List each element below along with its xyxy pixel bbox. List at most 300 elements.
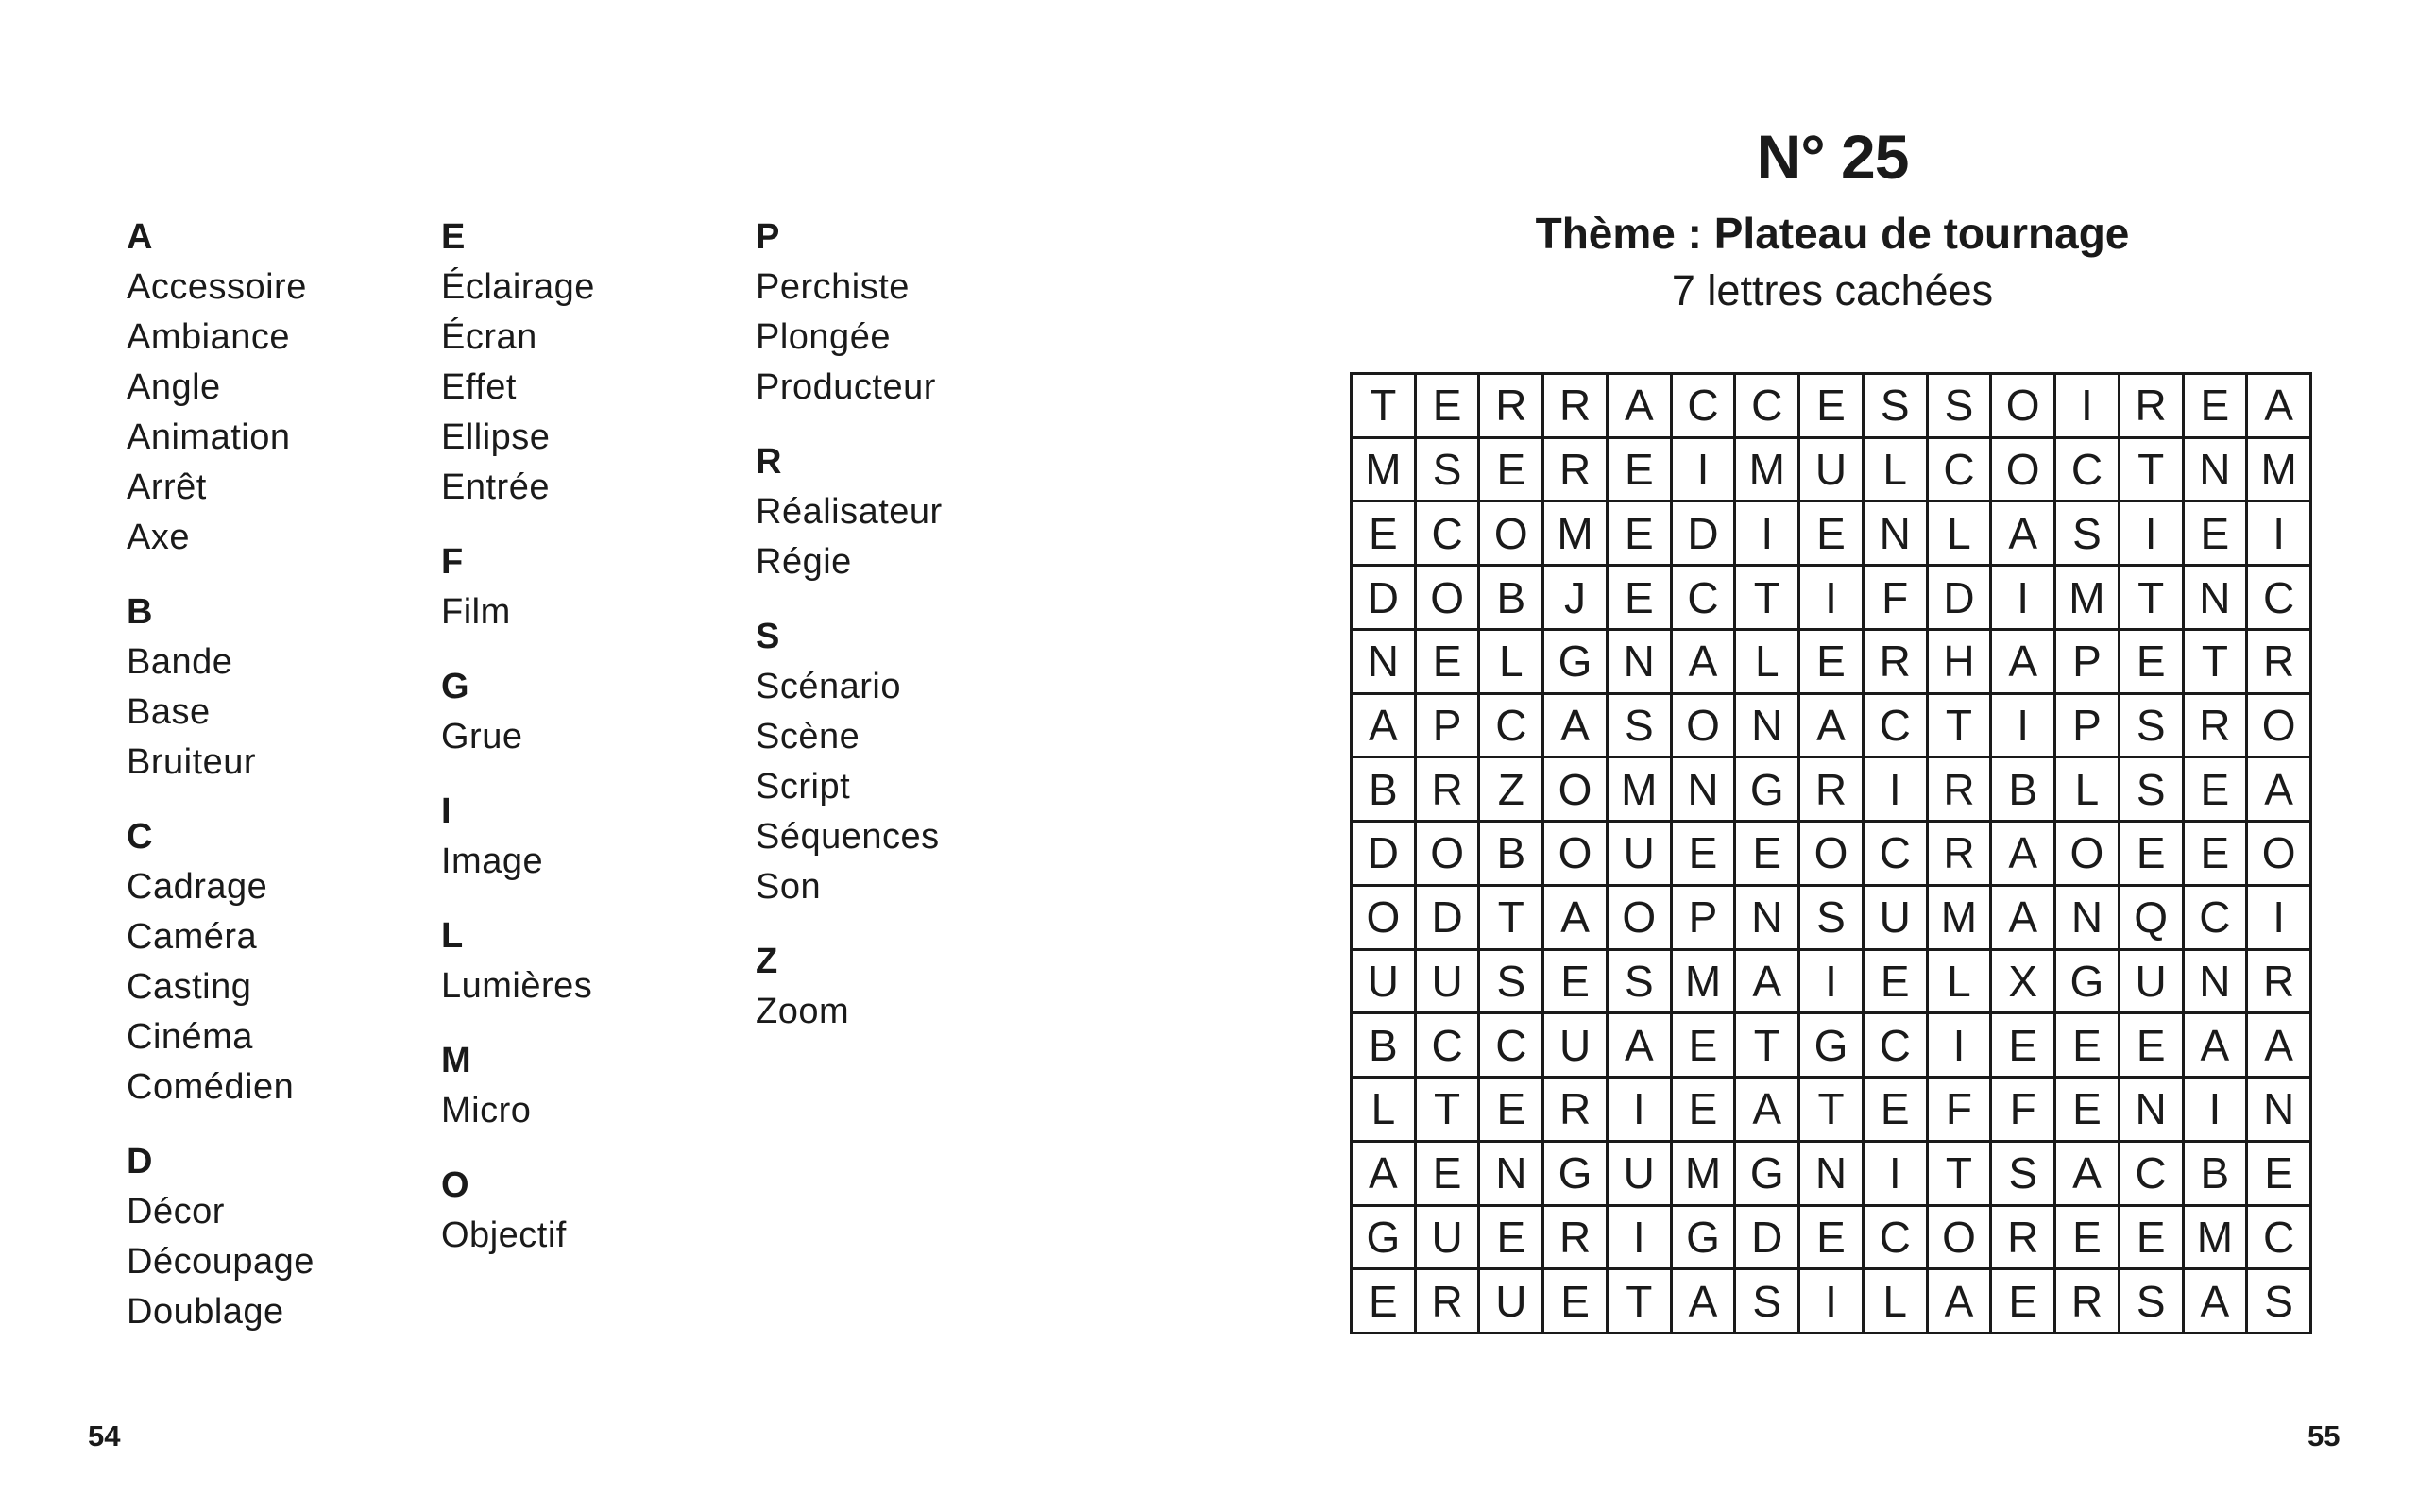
grid-cell[interactable]: H	[1929, 631, 1993, 695]
word-item: Cadrage	[127, 867, 268, 907]
word-column	[127, 212, 315, 1362]
grid-cell[interactable]: G	[1800, 1014, 1865, 1079]
grid-cell[interactable]: A	[1353, 695, 1417, 759]
letter-group	[127, 587, 315, 788]
grid-cell[interactable]: A	[2056, 1143, 2120, 1207]
grid-cell[interactable]: I	[1992, 695, 2056, 759]
grid-cell[interactable]: E	[2120, 631, 2185, 695]
grid-cell[interactable]: P	[2056, 695, 2120, 759]
grid-cell[interactable]: U	[1609, 1143, 1673, 1207]
grid-cell[interactable]: N	[2248, 1079, 2312, 1143]
grid-cell[interactable]: A	[1992, 631, 2056, 695]
grid-cell[interactable]: O	[1992, 375, 2056, 439]
word-item: Découpage	[127, 1242, 315, 1282]
grid-cell[interactable]: X	[1992, 951, 2056, 1015]
grid-cell[interactable]: E	[1609, 502, 1673, 567]
grid-cell[interactable]: L	[1865, 439, 1929, 503]
word-item: Axe	[127, 518, 190, 557]
grid-cell[interactable]: A	[1992, 502, 2056, 567]
word-item: Perchiste	[756, 267, 910, 307]
letter-group	[127, 812, 315, 1113]
grid-cell[interactable]: L	[1929, 502, 1993, 567]
puzzle-subtitle: 7 lettres cachées	[1671, 266, 1994, 314]
grid-cell[interactable]: T	[1417, 1079, 1481, 1143]
grid-cell[interactable]: I	[2056, 375, 2120, 439]
grid-cell[interactable]: M	[1929, 887, 1993, 951]
grid-cell[interactable]: I	[2185, 1079, 2249, 1143]
grid-cell[interactable]: A	[2185, 1270, 2249, 1334]
grid-cell[interactable]: N	[1609, 631, 1673, 695]
grid-cell[interactable]: E	[1480, 1207, 1544, 1271]
grid-cell[interactable]: E	[1992, 1014, 2056, 1079]
grid-cell[interactable]: M	[1544, 502, 1609, 567]
grid-cell[interactable]: A	[1992, 823, 2056, 887]
grid-cell[interactable]: R	[1544, 1207, 1609, 1271]
grid-cell[interactable]: E	[1736, 823, 1800, 887]
letter-heading: C	[127, 817, 153, 857]
grid-cell[interactable]: A	[1609, 375, 1673, 439]
grid-cell[interactable]: E	[2185, 502, 2249, 567]
word-item: Écran	[441, 317, 537, 357]
grid-cell[interactable]: C	[1417, 1014, 1481, 1079]
letter-group	[441, 662, 595, 762]
grid-cell[interactable]: D	[1353, 823, 1417, 887]
grid-cell[interactable]: E	[1673, 823, 1737, 887]
letter-group	[441, 212, 595, 513]
grid-cell[interactable]: E	[2120, 823, 2185, 887]
grid-cell[interactable]: E	[2185, 758, 2249, 823]
grid-cell[interactable]: S	[1865, 375, 1929, 439]
grid-cell[interactable]: S	[1992, 1143, 2056, 1207]
grid-cell[interactable]: N	[1865, 502, 1929, 567]
word-item: Zoom	[756, 992, 850, 1031]
letter-group	[756, 612, 943, 912]
grid-cell[interactable]: B	[1480, 567, 1544, 631]
grid-cell[interactable]: C	[2120, 1143, 2185, 1207]
grid-cell[interactable]: S	[1929, 375, 1993, 439]
letter-heading: F	[441, 542, 464, 582]
word-item: Objectif	[441, 1215, 567, 1255]
grid-cell[interactable]: E	[1800, 375, 1865, 439]
grid-cell[interactable]: T	[1480, 887, 1544, 951]
grid-cell[interactable]: U	[2120, 951, 2185, 1015]
word-item: Casting	[127, 967, 252, 1007]
grid-cell[interactable]: E	[1353, 502, 1417, 567]
grid-cell[interactable]: N	[2120, 1079, 2185, 1143]
grid-cell[interactable]: E	[1544, 1270, 1609, 1334]
word-item: Arrêt	[127, 467, 207, 507]
grid-cell[interactable]: U	[1544, 1014, 1609, 1079]
grid-cell[interactable]: Q	[2120, 887, 2185, 951]
letter-heading: L	[441, 916, 464, 956]
grid-cell[interactable]: L	[1865, 1270, 1929, 1334]
grid-cell[interactable]: U	[1417, 951, 1481, 1015]
grid-cell[interactable]: O	[1544, 823, 1609, 887]
grid-cell[interactable]: R	[1800, 758, 1865, 823]
letter-heading: S	[756, 617, 780, 656]
grid-cell[interactable]: M	[1736, 439, 1800, 503]
word-item: Plongée	[756, 317, 891, 357]
letter-heading: E	[441, 217, 466, 257]
grid-cell[interactable]: T	[2120, 439, 2185, 503]
word-search-grid	[1350, 372, 2312, 1334]
grid-cell[interactable]: A	[1736, 951, 1800, 1015]
letter-group	[441, 1036, 595, 1136]
grid-cell[interactable]: O	[1353, 887, 1417, 951]
grid-cell[interactable]: G	[1544, 1143, 1609, 1207]
grid-cell[interactable]: E	[1800, 502, 1865, 567]
word-item: Décor	[127, 1192, 225, 1232]
letter-heading: G	[441, 667, 469, 706]
grid-cell[interactable]: E	[2056, 1207, 2120, 1271]
grid-cell[interactable]: E	[1417, 631, 1481, 695]
word-item: Accessoire	[127, 267, 307, 307]
letter-heading: P	[756, 217, 780, 257]
grid-cell[interactable]: E	[1865, 951, 1929, 1015]
grid-cell[interactable]: N	[1736, 887, 1800, 951]
grid-cell[interactable]: S	[1609, 695, 1673, 759]
letter-heading: M	[441, 1041, 471, 1080]
grid-cell[interactable]: G	[1544, 631, 1609, 695]
grid-cell[interactable]: E	[1480, 1079, 1544, 1143]
grid-cell[interactable]: P	[2056, 631, 2120, 695]
word-item: Angle	[127, 367, 221, 407]
grid-cell[interactable]: J	[1544, 567, 1609, 631]
grid-cell[interactable]: O	[1609, 887, 1673, 951]
grid-cell[interactable]: M	[1609, 758, 1673, 823]
grid-cell[interactable]: E	[2248, 1143, 2312, 1207]
grid-cell[interactable]: B	[1480, 823, 1544, 887]
grid-cell[interactable]: N	[2185, 439, 2249, 503]
grid-cell[interactable]: S	[1800, 887, 1865, 951]
grid-cell[interactable]: I	[1929, 1014, 1993, 1079]
grid-cell[interactable]: T	[1929, 695, 1993, 759]
grid-cell[interactable]: R	[1417, 758, 1481, 823]
grid-cell[interactable]: M	[2056, 567, 2120, 631]
grid-cell[interactable]: O	[2248, 823, 2312, 887]
grid-cell[interactable]: R	[2248, 631, 2312, 695]
word-item: Éclairage	[441, 267, 595, 307]
grid-cell[interactable]: R	[1544, 439, 1609, 503]
word-item: Comédien	[127, 1067, 295, 1107]
grid-cell[interactable]: A	[2185, 1014, 2249, 1079]
letter-group	[756, 937, 943, 1037]
grid-cell[interactable]: C	[1417, 502, 1481, 567]
grid-cell[interactable]: E	[1800, 631, 1865, 695]
letter-group	[756, 212, 943, 413]
grid-cell[interactable]: I	[1865, 1143, 1929, 1207]
grid-cell[interactable]: E	[1992, 1270, 2056, 1334]
grid-cell[interactable]: C	[2248, 1207, 2312, 1271]
grid-cell[interactable]: D	[1736, 1207, 1800, 1271]
page-number-left: 54	[88, 1419, 121, 1453]
grid-cell[interactable]: I	[1800, 951, 1865, 1015]
grid-cell[interactable]: O	[1673, 695, 1737, 759]
grid-cell[interactable]: R	[1544, 375, 1609, 439]
letter-heading: O	[441, 1165, 469, 1205]
grid-cell[interactable]: P	[1417, 695, 1481, 759]
grid-cell[interactable]: I	[1736, 502, 1800, 567]
grid-cell[interactable]: R	[2120, 375, 2185, 439]
grid-cell[interactable]: C	[1673, 567, 1737, 631]
grid-cell[interactable]: O	[2248, 695, 2312, 759]
grid-cell[interactable]: R	[2056, 1270, 2120, 1334]
grid-cell[interactable]: A	[1544, 887, 1609, 951]
grid-cell[interactable]: E	[2056, 1014, 2120, 1079]
grid-cell[interactable]: P	[1673, 887, 1737, 951]
grid-cell[interactable]: S	[2120, 758, 2185, 823]
grid-cell[interactable]: B	[1992, 758, 2056, 823]
word-item: Doublage	[127, 1292, 284, 1332]
grid-cell[interactable]: E	[1609, 439, 1673, 503]
word-item: Régie	[756, 542, 852, 582]
grid-cell[interactable]: E	[1673, 1079, 1737, 1143]
word-item: Grue	[441, 717, 523, 756]
word-item: Micro	[441, 1091, 532, 1130]
letter-group	[127, 1137, 315, 1337]
grid-cell[interactable]: E	[1417, 375, 1481, 439]
word-item: Base	[127, 692, 211, 732]
grid-cell[interactable]: T	[1609, 1270, 1673, 1334]
grid-cell[interactable]: D	[1353, 567, 1417, 631]
word-item: Script	[756, 767, 851, 807]
grid-cell[interactable]: M	[1673, 951, 1737, 1015]
grid-cell[interactable]: R	[2248, 951, 2312, 1015]
grid-cell[interactable]: U	[1800, 439, 1865, 503]
grid-cell[interactable]: R	[1929, 823, 1993, 887]
grid-cell[interactable]: F	[1992, 1079, 2056, 1143]
grid-cell[interactable]: E	[1865, 1079, 1929, 1143]
word-item: Bande	[127, 642, 233, 682]
grid-cell[interactable]: C	[1865, 1207, 1929, 1271]
grid-cell[interactable]: R	[1544, 1079, 1609, 1143]
grid-cell[interactable]: D	[1673, 502, 1737, 567]
grid-cell[interactable]: S	[1480, 951, 1544, 1015]
word-item: Son	[756, 867, 822, 907]
word-item: Animation	[127, 417, 291, 457]
grid-cell[interactable]: E	[1353, 1270, 1417, 1334]
grid-cell[interactable]: R	[1480, 375, 1544, 439]
grid-cell[interactable]: S	[2056, 502, 2120, 567]
word-item: Effet	[441, 367, 517, 407]
grid-cell[interactable]: E	[1417, 1143, 1481, 1207]
grid-cell[interactable]: A	[1609, 1014, 1673, 1079]
grid-cell[interactable]: G	[1353, 1207, 1417, 1271]
word-item: Image	[441, 841, 544, 881]
grid-cell[interactable]: T	[1353, 375, 1417, 439]
word-item: Bruiteur	[127, 742, 257, 782]
grid-cell[interactable]: F	[1865, 567, 1929, 631]
grid-cell[interactable]: E	[2056, 1079, 2120, 1143]
grid-cell[interactable]: R	[1865, 631, 1929, 695]
grid-cell[interactable]: C	[1865, 1014, 1929, 1079]
grid-cell[interactable]: E	[2120, 1207, 2185, 1271]
grid-cell[interactable]: A	[1800, 695, 1865, 759]
grid-cell[interactable]: M	[1673, 1143, 1737, 1207]
grid-cell[interactable]: C	[1736, 375, 1800, 439]
grid-cell[interactable]: C	[2185, 887, 2249, 951]
grid-cell[interactable]: A	[1992, 887, 2056, 951]
grid-cell[interactable]: N	[2185, 951, 2249, 1015]
word-item: Ambiance	[127, 317, 290, 357]
grid-cell[interactable]: G	[1736, 1143, 1800, 1207]
letter-heading: I	[441, 791, 451, 831]
grid-cell[interactable]: U	[1353, 951, 1417, 1015]
grid-cell[interactable]: M	[2248, 439, 2312, 503]
grid-cell[interactable]: C	[1929, 439, 1993, 503]
word-item: Réalisateur	[756, 492, 943, 532]
word-column	[441, 212, 595, 1285]
grid-cell[interactable]: E	[2120, 1014, 2185, 1079]
grid-cell[interactable]: O	[1544, 758, 1609, 823]
grid-cell[interactable]: C	[1865, 823, 1929, 887]
grid-cell[interactable]: T	[2120, 567, 2185, 631]
grid-cell[interactable]: U	[1417, 1207, 1481, 1271]
grid-cell[interactable]: C	[1480, 1014, 1544, 1079]
grid-cell[interactable]: R	[2185, 695, 2249, 759]
grid-cell[interactable]: S	[1736, 1270, 1800, 1334]
grid-cell[interactable]: I	[1865, 758, 1929, 823]
grid-cell[interactable]: D	[1929, 567, 1993, 631]
puzzle-theme: Thème : Plateau de tournage	[1535, 209, 2130, 258]
grid-cell[interactable]: E	[1673, 1014, 1737, 1079]
word-item: Cinéma	[127, 1017, 253, 1057]
grid-cell[interactable]: D	[1417, 887, 1481, 951]
word-item: Scène	[756, 717, 860, 756]
word-item: Producteur	[756, 367, 936, 407]
grid-cell[interactable]: A	[1673, 1270, 1737, 1334]
grid-cell[interactable]: E	[1480, 439, 1544, 503]
grid-cell[interactable]: I	[1800, 567, 1865, 631]
puzzle-number: N° 25	[1756, 122, 1909, 192]
grid-cell[interactable]: L	[1480, 631, 1544, 695]
grid-cell[interactable]: L	[1736, 631, 1800, 695]
word-item: Film	[441, 592, 511, 632]
grid-cell[interactable]: N	[1353, 631, 1417, 695]
grid-cell[interactable]: L	[1929, 951, 1993, 1015]
grid-cell[interactable]: E	[2185, 823, 2249, 887]
letter-group	[441, 787, 595, 887]
word-column	[756, 212, 943, 1062]
grid-cell[interactable]: M	[1353, 439, 1417, 503]
grid-cell[interactable]: O	[1417, 823, 1481, 887]
grid-cell[interactable]: E	[2185, 375, 2249, 439]
word-item: Séquences	[756, 817, 940, 857]
letter-group	[441, 537, 595, 637]
grid-cell[interactable]: A	[1736, 1079, 1800, 1143]
grid-cell[interactable]: B	[1353, 1014, 1417, 1079]
grid-cell[interactable]: M	[2185, 1207, 2249, 1271]
letter-group	[441, 1161, 595, 1261]
grid-cell[interactable]: I	[1673, 439, 1737, 503]
grid-cell[interactable]: T	[1800, 1079, 1865, 1143]
grid-cell[interactable]: O	[1800, 823, 1865, 887]
grid-cell[interactable]: B	[2185, 1143, 2249, 1207]
grid-cell[interactable]: L	[2056, 758, 2120, 823]
grid-cell[interactable]: A	[1353, 1143, 1417, 1207]
grid-cell[interactable]: U	[1609, 823, 1673, 887]
grid-cell[interactable]: N	[1736, 695, 1800, 759]
grid-cell[interactable]: C	[1480, 695, 1544, 759]
grid-cell[interactable]: I	[2120, 502, 2185, 567]
grid-cell[interactable]: C	[1673, 375, 1737, 439]
grid-cell[interactable]: I	[1609, 1079, 1673, 1143]
grid-cell[interactable]: T	[2185, 631, 2249, 695]
grid-cell[interactable]: O	[1417, 567, 1481, 631]
grid-cell[interactable]: I	[1609, 1207, 1673, 1271]
grid-cell[interactable]: I	[1800, 1270, 1865, 1334]
letter-heading: R	[756, 442, 782, 482]
grid-cell[interactable]: B	[1353, 758, 1417, 823]
grid-cell[interactable]: S	[2120, 695, 2185, 759]
letter-group	[127, 212, 315, 563]
grid-cell[interactable]: T	[1736, 1014, 1800, 1079]
word-item: Lumières	[441, 966, 593, 1006]
grid-cell[interactable]: I	[2248, 887, 2312, 951]
grid-cell[interactable]: R	[1929, 758, 1993, 823]
grid-cell[interactable]: A	[2248, 1014, 2312, 1079]
grid-cell[interactable]: N	[1480, 1143, 1544, 1207]
grid-cell[interactable]: O	[1480, 502, 1544, 567]
grid-cell[interactable]: U	[1480, 1270, 1544, 1334]
grid-cell[interactable]: N	[1673, 758, 1737, 823]
grid-cell[interactable]: C	[1865, 695, 1929, 759]
grid-cell[interactable]: S	[2120, 1270, 2185, 1334]
grid-cell[interactable]: O	[1992, 439, 2056, 503]
grid-cell[interactable]: N	[1800, 1143, 1865, 1207]
grid-cell[interactable]: S	[2248, 1270, 2312, 1334]
page-number-right: 55	[2307, 1419, 2341, 1453]
grid-cell[interactable]: U	[1865, 887, 1929, 951]
grid-cell[interactable]: A	[1673, 631, 1737, 695]
grid-cell[interactable]: E	[1544, 951, 1609, 1015]
grid-cell[interactable]: E	[1800, 1207, 1865, 1271]
word-item: Scénario	[756, 667, 901, 706]
grid-cell[interactable]: E	[1609, 567, 1673, 631]
grid-cell[interactable]: A	[1544, 695, 1609, 759]
grid-cell[interactable]: R	[1417, 1270, 1481, 1334]
grid-cell[interactable]: N	[2185, 567, 2249, 631]
grid-cell[interactable]: I	[1992, 567, 2056, 631]
letter-heading: A	[127, 217, 153, 257]
grid-cell[interactable]: L	[1353, 1079, 1417, 1143]
grid-cell[interactable]: R	[1992, 1207, 2056, 1271]
grid-cell[interactable]: G	[1673, 1207, 1737, 1271]
word-item: Ellipse	[441, 417, 551, 457]
word-item: Entrée	[441, 467, 550, 507]
grid-cell[interactable]: T	[1929, 1143, 1993, 1207]
grid-cell[interactable]: A	[1929, 1270, 1993, 1334]
grid-cell[interactable]: F	[1929, 1079, 1993, 1143]
grid-cell[interactable]: T	[1736, 567, 1800, 631]
grid-cell[interactable]: I	[2248, 502, 2312, 567]
letter-group	[441, 911, 595, 1011]
grid-cell[interactable]: A	[2248, 375, 2312, 439]
letter-heading: D	[127, 1142, 153, 1181]
grid-cell[interactable]: G	[2056, 951, 2120, 1015]
grid-cell[interactable]: G	[1736, 758, 1800, 823]
grid-cell[interactable]: C	[2056, 439, 2120, 503]
grid-cell[interactable]: O	[2056, 823, 2120, 887]
grid-cell[interactable]: O	[1929, 1207, 1993, 1271]
grid-cell[interactable]: N	[2056, 887, 2120, 951]
grid-cell[interactable]: S	[1609, 951, 1673, 1015]
grid-cell[interactable]: S	[1417, 439, 1481, 503]
letter-group	[756, 437, 943, 587]
grid-cell[interactable]: Z	[1480, 758, 1544, 823]
grid-cell[interactable]: A	[2248, 758, 2312, 823]
grid-cell[interactable]: C	[2248, 567, 2312, 631]
